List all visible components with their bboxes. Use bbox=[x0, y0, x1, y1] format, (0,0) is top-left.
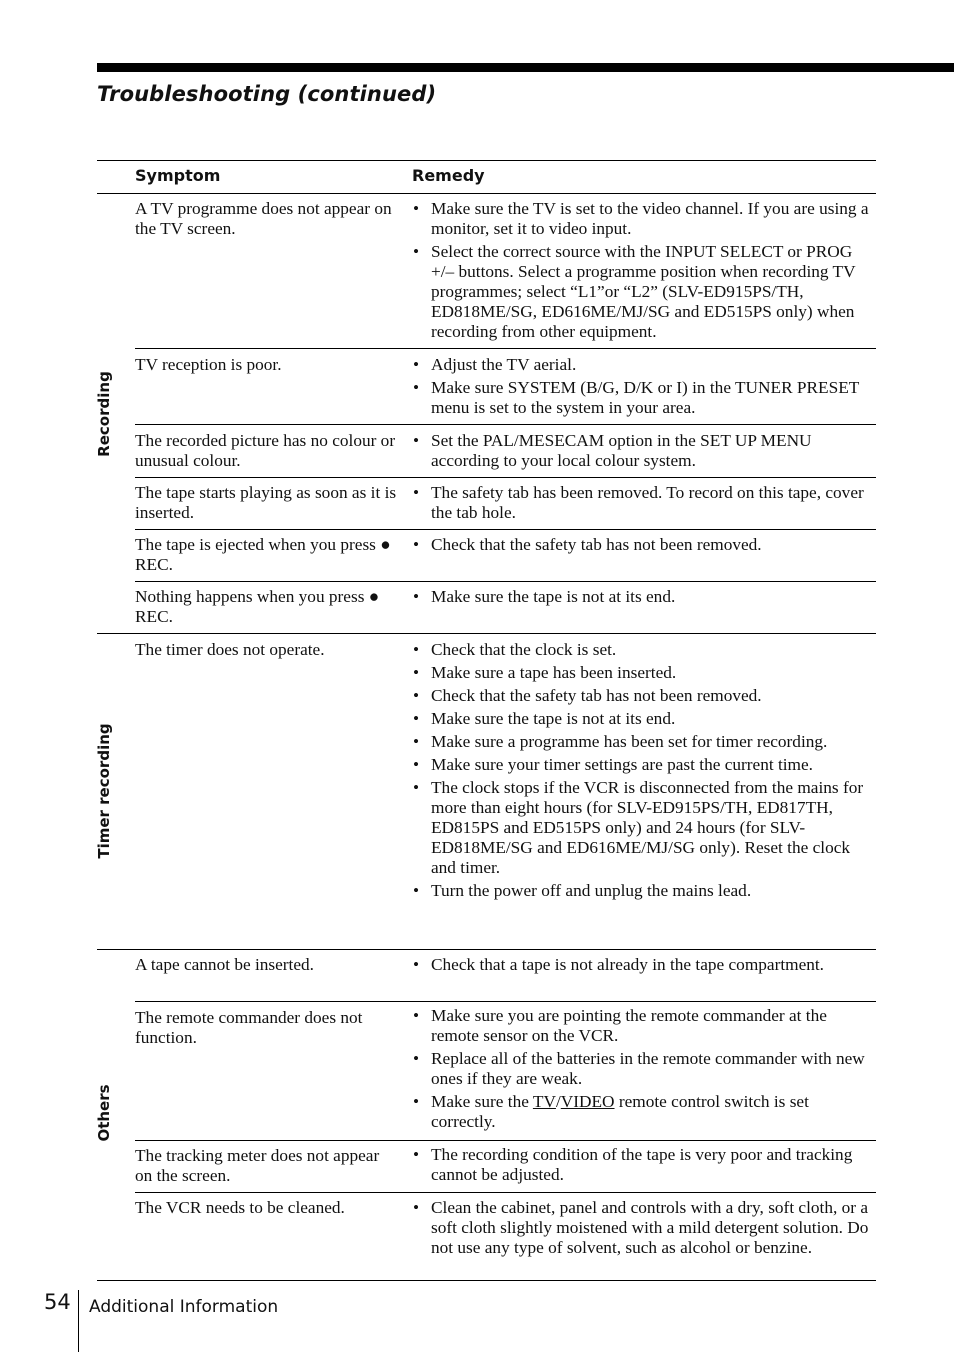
symptom-cell: The tape starts playing as soon as it is inserted. bbox=[135, 483, 397, 522]
remedy-item: • Make sure the tape is not at its end. bbox=[413, 709, 875, 729]
row-separator bbox=[135, 424, 876, 425]
remedy-text: Make sure the bbox=[431, 1092, 533, 1111]
remedy-item: • Adjust the TV aerial. bbox=[413, 355, 875, 375]
remedy-item: • Make sure the TV is set to the video channel. If you are using a monitor, set it to video input. bbox=[413, 199, 875, 239]
symptom-cell: The tracking meter does not appear on the screen. bbox=[135, 1146, 380, 1185]
symptom-cell: The timer does not operate. bbox=[135, 640, 325, 659]
symptom-cell: A TV programme does not appear on the TV screen. bbox=[135, 199, 392, 238]
remedy-item: • The recording condition of the tape is very poor and tracking cannot be adjusted. bbox=[413, 1145, 875, 1185]
table-top-rule bbox=[97, 160, 876, 161]
remedy-item: • Set the PAL/MESECAM option in the SET UP MENU according to your local colour system. bbox=[413, 431, 875, 471]
switch-separator: / bbox=[555, 1092, 561, 1111]
remedy-item: • The safety tab has been removed. To record on this tape, cover the tab hole. bbox=[413, 483, 875, 523]
footer-divider bbox=[78, 1290, 79, 1352]
remedy-item: • Check that the safety tab has not been removed. bbox=[413, 535, 875, 555]
remedy-list bbox=[413, 431, 875, 474]
section-separator bbox=[97, 633, 876, 634]
remedy-list bbox=[413, 1006, 875, 1135]
row-separator bbox=[135, 477, 876, 478]
table-bottom-rule bbox=[97, 1280, 876, 1281]
remedy-item: • Make sure a programme has been set for timer recording. bbox=[413, 732, 875, 752]
symptom-cell: The remote commander does not function. bbox=[135, 1008, 363, 1047]
remedy-list bbox=[413, 955, 875, 978]
top-rule bbox=[97, 63, 954, 72]
remedy-list bbox=[413, 199, 875, 345]
remedy-item: • Make sure you are pointing the remote commander at the remote sensor on the VCR. bbox=[413, 1006, 875, 1046]
remedy-list bbox=[413, 640, 875, 904]
section-label-timer-recording: Timer recording bbox=[95, 723, 113, 859]
remedy-list bbox=[413, 535, 875, 558]
remedy-header: Remedy bbox=[412, 166, 485, 185]
remedy-item: • Replace all of the batteries in the remote commander with new ones if they are weak. bbox=[413, 1049, 875, 1089]
page-number: 54 bbox=[44, 1290, 71, 1314]
section-label-recording: Recording bbox=[95, 371, 113, 457]
remedy-item: • Make sure a tape has been inserted. bbox=[413, 663, 875, 683]
remedy-item: • Check that the clock is set. bbox=[413, 640, 875, 660]
symptom-cell: The recorded picture has no colour or unusual colour. bbox=[135, 431, 396, 470]
row-separator bbox=[135, 1192, 876, 1193]
row-separator bbox=[135, 1001, 876, 1002]
tv-switch-label: TV bbox=[532, 1092, 556, 1111]
symptom-cell: The tape is ejected when you press ● REC. bbox=[135, 535, 391, 574]
remedy-item: • Select the correct source with the INPUT SELECT or PROG +/– buttons. Select a programme position when recording TV programmes; select “L1”or “L2” (SLV-ED915PS/TH, ED818ME/SG, ED616ME/MJ/SG and ED515PS only) when recording from other equipment. bbox=[413, 242, 875, 342]
remedy-text: remote control switch is set correctly. bbox=[431, 1092, 809, 1131]
remedy-item: • Turn the power off and unplug the mains lead. bbox=[413, 881, 875, 901]
symptom-cell: The VCR needs to be cleaned. bbox=[135, 1198, 345, 1217]
remedy-list bbox=[413, 355, 875, 421]
remedy-list bbox=[413, 1145, 875, 1188]
remedy-item: • Make sure SYSTEM (B/G, D/K or I) in the TUNER PRESET menu is set to the system in your area. bbox=[413, 378, 875, 418]
row-separator bbox=[135, 529, 876, 530]
symptom-header: Symptom bbox=[135, 166, 221, 185]
remedy-item: • Make sure your timer settings are past the current time. bbox=[413, 755, 875, 775]
footer-section-label: Additional Information bbox=[89, 1297, 279, 1317]
video-switch-label: VIDEO bbox=[560, 1092, 615, 1111]
remedy-item: • Make sure the tape is not at its end. bbox=[413, 587, 875, 607]
row-separator bbox=[135, 348, 876, 349]
symptom-cell: TV reception is poor. bbox=[135, 355, 282, 374]
page-title: Troubleshooting (continued) bbox=[97, 82, 437, 106]
remedy-item: • Clean the cabinet, panel and controls with a dry, soft cloth, or a soft cloth slightly moistened with a mild detergent solution. Do not use any type of solvent, such as alcohol or benzine. bbox=[413, 1198, 875, 1258]
remedy-list bbox=[413, 483, 875, 526]
row-separator bbox=[135, 1140, 876, 1141]
remedy-list bbox=[413, 1198, 875, 1261]
remedy-item: • The clock stops if the VCR is disconnected from the mains for more than eight hours (for SLV-ED915PS/TH, ED817TH, ED815PS and ED515PS only) and 24 hours (for SLV-ED818ME/SG and ED616ME/MJ/SG only). Reset the clock and timer. bbox=[413, 778, 875, 878]
remedy-list bbox=[413, 587, 875, 610]
section-separator bbox=[97, 949, 876, 950]
remedy-item: • Check that the safety tab has not been removed. bbox=[413, 686, 875, 706]
remedy-item bbox=[413, 1092, 875, 1132]
row-separator bbox=[135, 581, 876, 582]
symptom-cell: Nothing happens when you press ● REC. bbox=[135, 587, 380, 626]
header-bottom-rule bbox=[97, 193, 876, 194]
remedy-item: • Check that a tape is not already in the tape compartment. bbox=[413, 955, 875, 975]
symptom-cell: A tape cannot be inserted. bbox=[135, 955, 314, 974]
section-label-others: Others bbox=[95, 1084, 113, 1142]
